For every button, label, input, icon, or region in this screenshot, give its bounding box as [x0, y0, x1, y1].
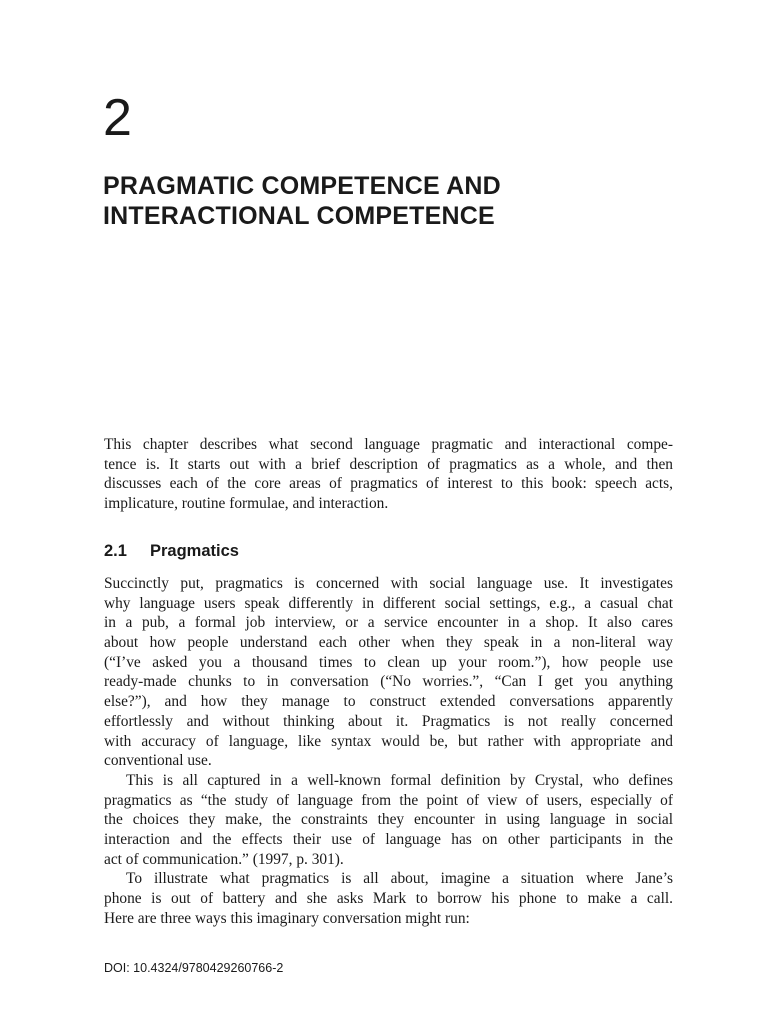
- body-line: phone is out of battery and she asks Mark to borrow his phone to make a call.: [104, 890, 673, 907]
- chapter-title-line: PRAGMATIC COMPETENCE AND: [103, 172, 501, 200]
- body-line: effortlessly and without thinking about it. Pragmatics is not really concerned: [104, 712, 673, 730]
- doi-footer[interactable]: DOI: 10.4324/9780429260766-2: [104, 961, 284, 975]
- section-number: 2.1: [104, 542, 127, 560]
- intro-line: implicature, routine formulae, and interaction.: [104, 495, 389, 513]
- body-line: else?”), and how they manage to construct extended conversations apparently: [104, 693, 673, 711]
- body-line: the choices they make, the constraints they encounter in using language in social: [104, 811, 673, 829]
- intro-line: tence is. It starts out with a brief description of pragmatics as a whole, and then: [104, 455, 673, 473]
- section-heading: [104, 542, 239, 561]
- intro-line: This chapter describes what second language pragmatic and interactional compe-: [104, 436, 673, 453]
- chapter-intro-paragraph: [104, 435, 673, 514]
- chapter-number: 2: [103, 89, 132, 147]
- chapter-title-line: INTERACTIONAL COMPETENCE: [103, 202, 495, 230]
- body-line: (“I’ve asked you a thousand times to clean up your room.”), how people use: [104, 653, 673, 671]
- body-line: act of communication.” (1997, p. 301).: [104, 850, 344, 868]
- body-line: why language users speak differently in different social settings, e.g., a casual chat: [104, 594, 673, 612]
- section-body: [104, 574, 673, 928]
- body-line: interaction and the effects their use of language has on other participants in the: [104, 830, 673, 848]
- intro-line: discusses each of the core areas of pragmatics of interest to this book: speech acts,: [104, 475, 673, 493]
- body-line: in a pub, a formal job interview, or a service encounter in a shop. It also cares: [104, 614, 673, 632]
- section-title: Pragmatics: [150, 542, 239, 560]
- body-line: pragmatics as “the study of language from the point of view of users, especially of: [104, 791, 673, 809]
- body-line: To illustrate what pragmatics is all about, imagine a situation where Jane’s: [126, 870, 673, 888]
- body-line: Here are three ways this imaginary conversation might run:: [104, 909, 470, 927]
- body-line: Succinctly put, pragmatics is concerned with social language use. It investigates: [104, 575, 673, 592]
- body-line: with accuracy of language, like syntax would be, but rather with appropriate and: [104, 732, 673, 750]
- body-line: conventional use.: [104, 752, 212, 770]
- body-line: ready-made chunks to in conversation (“No worries.”, “Can I get you anything: [104, 673, 673, 691]
- body-line: This is all captured in a well-known formal definition by Crystal, who defines: [126, 771, 673, 789]
- chapter-title: [103, 171, 683, 231]
- body-line: about how people understand each other when they speak in a non-literal way: [104, 634, 673, 652]
